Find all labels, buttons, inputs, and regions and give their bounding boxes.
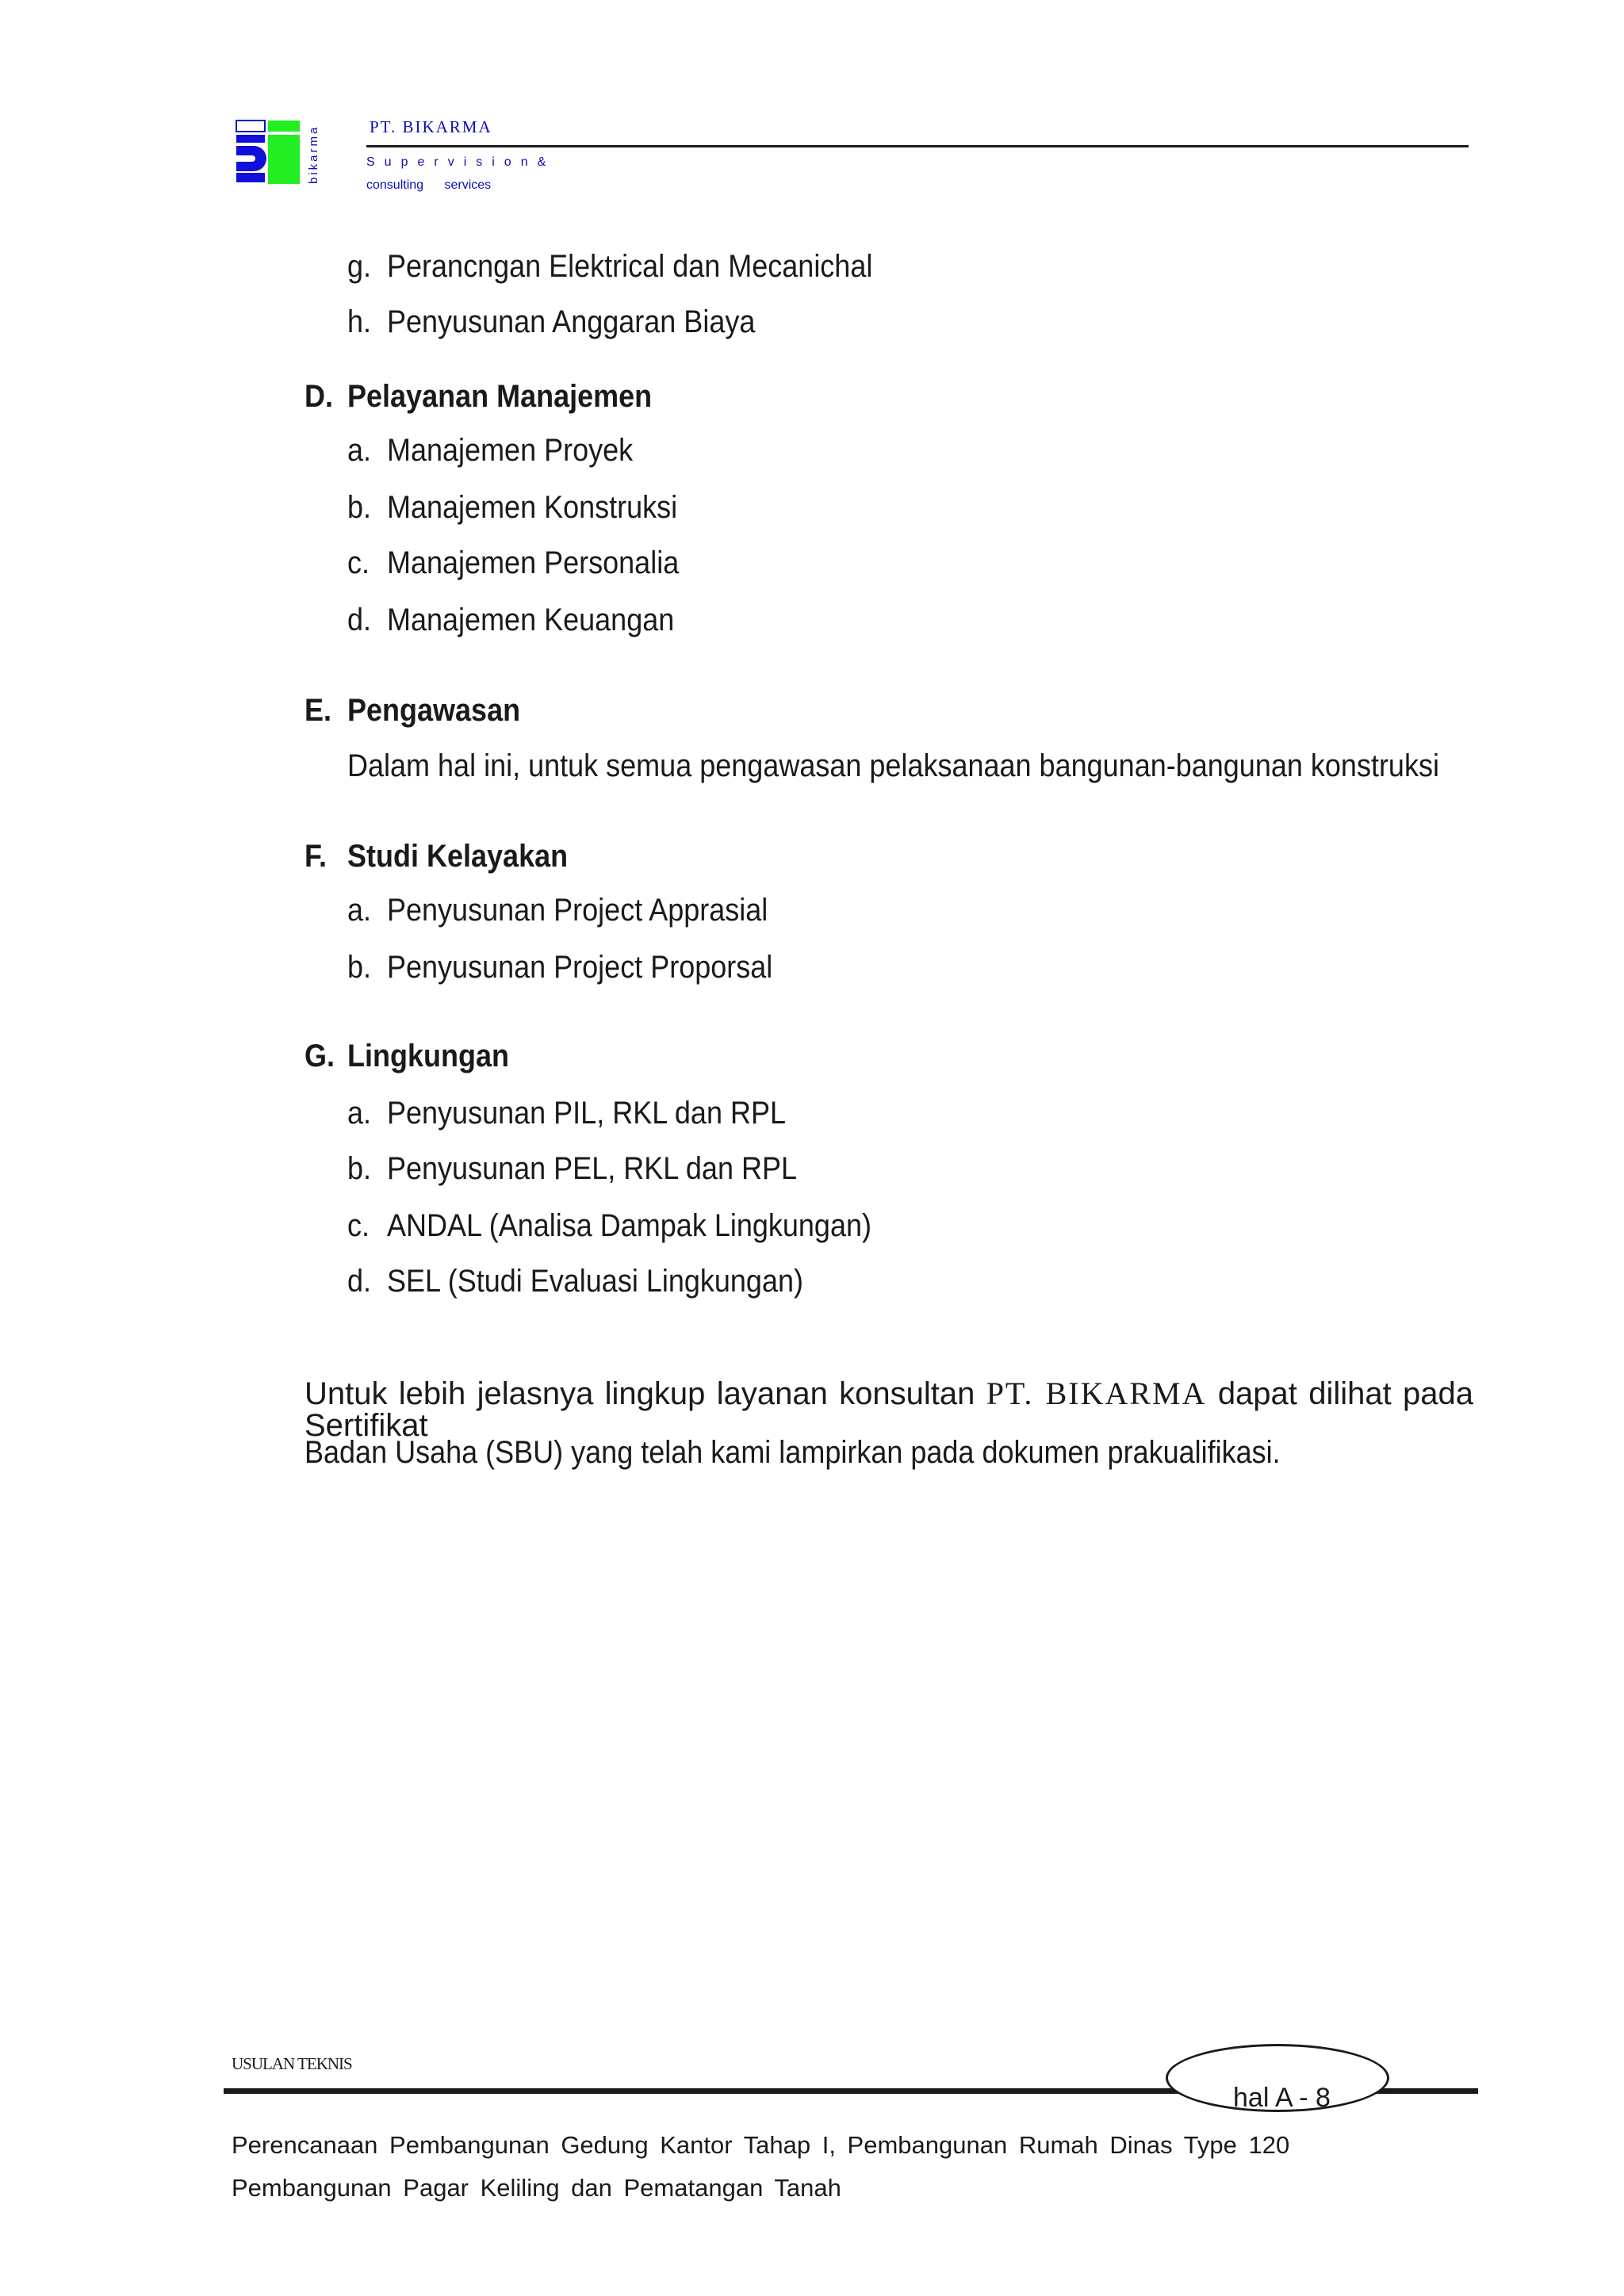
page-number: hal A - 8	[1233, 2083, 1331, 2112]
section-d-marker: D.	[304, 379, 333, 414]
project-title-line-1: Perencanaan Pembangunan Gedung Kantor Tahap I, Pembangunan Rumah Dinas Type 120	[232, 2131, 1290, 2159]
closing-text-after: dapat dilihat pada Sertifikat	[304, 1376, 1474, 1443]
item-text: Manajemen Keuangan	[387, 603, 675, 637]
closing-line-2: Badan Usaha (SBU) yang telah kami lampirkan pada dokumen prakualifikasi.	[304, 1435, 1281, 1470]
section-d-title: Pelayanan Manajemen	[347, 379, 653, 414]
item-text: Manajemen Proyek	[387, 433, 634, 468]
company-name: PT. BIKARMA	[370, 117, 492, 136]
item-text: Penyusunan Anggaran Biaya	[387, 304, 756, 339]
section-f-title: Studi Kelayakan	[347, 839, 569, 874]
page-number-badge	[1166, 2044, 1389, 2112]
section-e-title: Pengawasan	[347, 693, 521, 728]
item-marker: b.	[347, 950, 372, 985]
closing-text-before: Untuk lebih jelasnya lingkup layanan konsultan	[304, 1376, 975, 1411]
item-marker: b.	[347, 1151, 372, 1186]
section-g-title: Lingkungan	[347, 1039, 509, 1073]
item-text: Penyusunan Project Proporsal	[387, 950, 773, 985]
item-marker: d.	[347, 603, 372, 637]
item-text: Manajemen Konstruksi	[387, 490, 678, 525]
item-marker: a.	[347, 1096, 372, 1131]
item-marker: a.	[347, 893, 372, 928]
closing-line-1	[304, 1378, 1473, 1441]
tagline-supervision: Supervision&	[366, 155, 556, 169]
section-g-marker: G.	[304, 1039, 335, 1073]
section-e-text: Dalam hal ini, untuk semua pengawasan pelaksanaan bangunan-bangunan konstruksi	[347, 748, 1439, 783]
item-text: SEL (Studi Evaluasi Lingkungan)	[387, 1264, 803, 1299]
item-marker: d.	[347, 1264, 372, 1299]
item-text: Perancngan Elektrical dan Mecanichal	[387, 249, 873, 284]
section-e-marker: E.	[304, 693, 332, 728]
tagline-consulting: consulting services	[366, 178, 492, 192]
item-marker: g.	[347, 249, 372, 284]
item-text: ANDAL (Analisa Dampak Lingkungan)	[387, 1208, 871, 1243]
item-text: Manajemen Personalia	[387, 545, 680, 580]
item-text: Penyusunan Project Apprasial	[387, 893, 768, 928]
item-marker: c.	[347, 545, 370, 580]
footer-label: USULAN TEKNIS	[232, 2054, 352, 2073]
section-f-marker: F.	[304, 839, 327, 874]
bikarma-logo	[235, 119, 346, 186]
item-text: Penyusunan PIL, RKL dan RPL	[387, 1096, 787, 1131]
item-marker: b.	[347, 490, 372, 525]
header-rule	[366, 145, 1469, 147]
svg-text:bikarma: bikarma	[307, 124, 320, 184]
item-marker: c.	[347, 1208, 370, 1243]
item-text: Penyusunan PEL, RKL dan RPL	[387, 1151, 798, 1186]
item-marker: h.	[347, 304, 372, 339]
project-title-line-2: Pembangunan Pagar Keliling dan Pematangan Tanah	[232, 2174, 841, 2202]
item-marker: a.	[347, 433, 372, 468]
company-name-inline: PT. BIKARMA	[986, 1376, 1207, 1411]
